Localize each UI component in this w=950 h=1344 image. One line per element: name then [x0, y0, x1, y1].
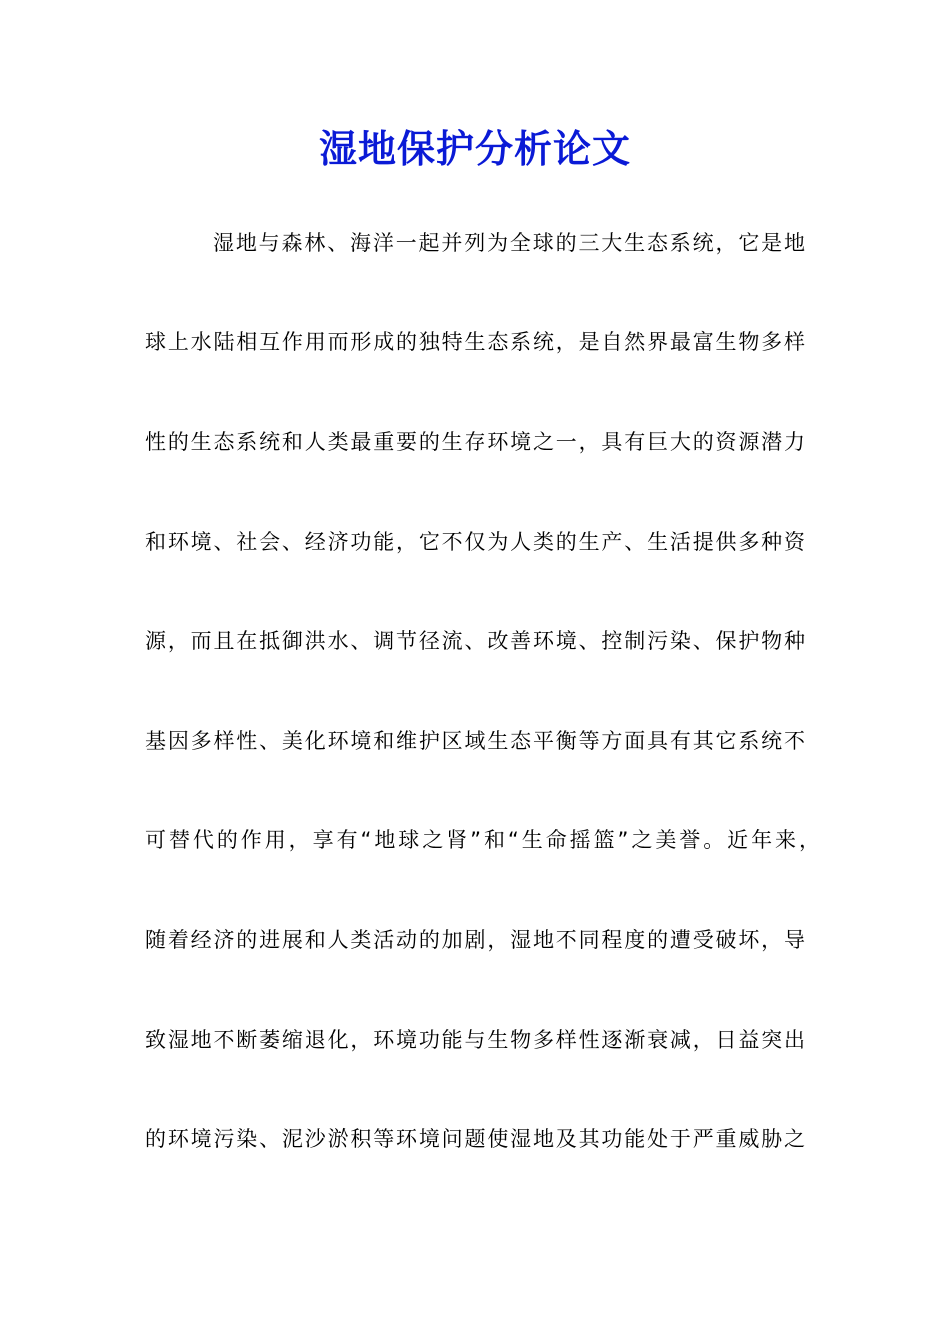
paragraph-line-7-text: 可替代的作用，享有“地球之肾”和“生命摇篮”之美誉。近年来， — [145, 828, 820, 852]
paragraph-line-5-text: 源，而且在抵御洪水、调节径流、改善环境、控制污染、保护物种 — [145, 629, 805, 653]
paragraph-line-6-text: 基因多样性、美化环境和维护区域生态平衡等方面具有其它系统不 — [145, 729, 805, 753]
paragraph-line-10-text: 的环境污染、泥沙淤积等环境问题使湿地及其功能处于严重威胁之 — [145, 1127, 805, 1151]
paragraph-line-3-text: 性的生态系统和人类最重要的生存环境之一，具有巨大的资源潜力 — [145, 430, 805, 454]
paragraph-line-1-text: 湿地与森林、海洋一起并列为全球的三大生态系统，它是地 — [213, 231, 805, 255]
paragraph-line-8-text: 随着经济的进展和人类活动的加剧，湿地不同程度的遭受破坏，导 — [145, 928, 805, 952]
paragraph-line-4-text: 和环境、社会、经济功能，它不仅为人类的生产、生活提供多种资 — [145, 530, 805, 554]
paragraph-line-9-text: 致湿地不断萎缩退化，环境功能与生物多样性逐渐衰减，日益突出 — [145, 1028, 805, 1052]
document-title: 湿地保护分析论文 — [318, 126, 631, 171]
paragraph-line-2-text: 球上水陆相互作用而形成的独特生态系统，是自然界最富生物多样 — [145, 330, 805, 354]
